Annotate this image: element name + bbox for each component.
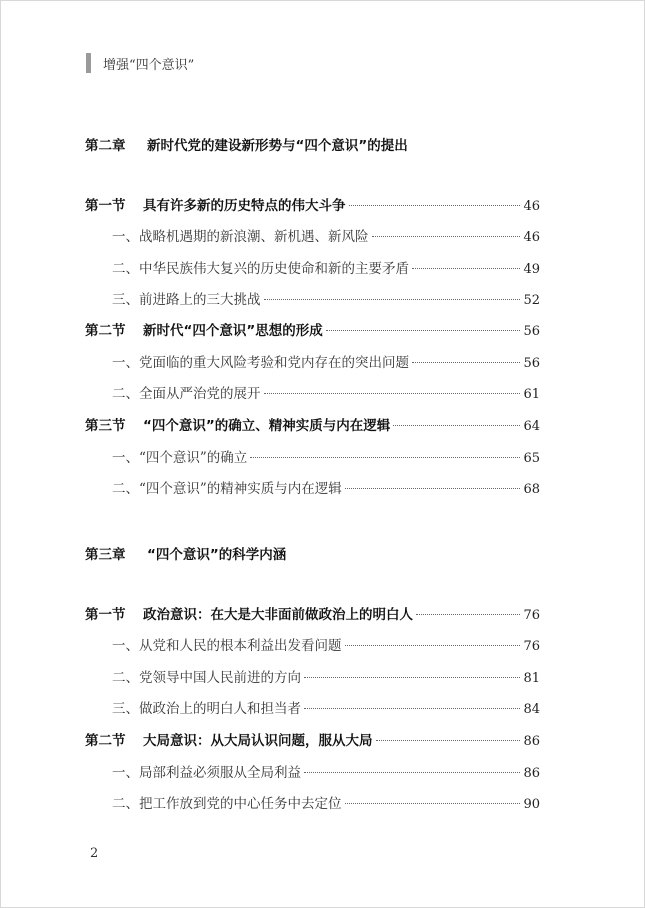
dot-leader — [416, 614, 520, 615]
page-number: 56 — [523, 324, 540, 339]
toc-subsection[interactable] — [112, 288, 540, 308]
dot-leader — [304, 677, 520, 678]
toc-subsection[interactable] — [112, 351, 540, 371]
section-number: 第二节 — [85, 323, 126, 339]
page-number: 76 — [523, 608, 540, 623]
entry-title: 二、党领导中国人民前进的方向 — [112, 670, 301, 686]
dot-leader — [372, 236, 521, 237]
entry-title: 二、中华民族伟大复兴的历史使命和新的主要矛盾 — [112, 261, 409, 277]
page-number: 84 — [523, 702, 540, 717]
section-number: 第二节 — [85, 733, 126, 749]
entry-title: 一、“四个意识”的确立 — [112, 450, 248, 466]
dot-leader — [349, 205, 521, 206]
running-header — [86, 52, 194, 74]
chapter-number: 第二章 — [85, 138, 126, 154]
entry-title: 三、前进路上的三大挑战 — [112, 292, 261, 308]
dot-leader — [326, 330, 521, 331]
toc-subsection[interactable] — [112, 477, 540, 497]
dot-leader — [264, 299, 521, 300]
page-number: 86 — [523, 766, 540, 781]
page-number: 81 — [523, 671, 540, 686]
header-bar — [86, 53, 91, 73]
entry-title: 政治意识：在大是大非面前做政治上的明白人 — [143, 607, 413, 623]
entry-title: 二、把工作放到党的中心任务中去定位 — [112, 796, 342, 812]
page-number: 46 — [523, 230, 540, 245]
dot-leader — [264, 393, 521, 394]
entry-title: 新时代“四个意识”思想的形成 — [143, 323, 323, 339]
page-number: 68 — [523, 482, 540, 497]
entry-title: 大局意识：从大局认识问题，服从大局 — [143, 733, 373, 749]
dot-leader — [304, 708, 520, 709]
toc-section[interactable] — [85, 729, 540, 749]
page-number: 90 — [523, 797, 540, 812]
toc-subsection[interactable] — [112, 761, 540, 781]
toc-subsection[interactable] — [112, 792, 540, 812]
dot-leader — [304, 772, 520, 773]
folio-page-number: 2 — [90, 846, 99, 861]
chapter-heading — [85, 134, 408, 154]
dot-leader — [412, 362, 520, 363]
page-number: 64 — [523, 419, 540, 434]
section-number: 第三节 — [85, 418, 126, 434]
page-number: 61 — [523, 387, 540, 402]
toc-subsection[interactable] — [112, 257, 540, 277]
entry-title: 一、战略机遇期的新浪潮、新机遇、新风险 — [112, 229, 369, 245]
dot-leader — [345, 803, 521, 804]
toc-section[interactable] — [85, 319, 540, 339]
toc-section[interactable] — [85, 194, 540, 214]
entry-title: 三、做政治上的明白人和担当者 — [112, 701, 301, 717]
page-number: 76 — [523, 639, 540, 654]
dot-leader — [250, 457, 520, 458]
chapter-title: “四个意识”的科学内涵 — [147, 547, 287, 563]
toc-subsection[interactable] — [112, 382, 540, 402]
dot-leader — [345, 645, 521, 646]
dot-leader — [376, 740, 521, 741]
toc-subsection[interactable] — [112, 446, 540, 466]
toc-section[interactable] — [85, 603, 540, 623]
entry-title: 二、“四个意识”的精神实质与内在逻辑 — [112, 481, 342, 497]
entry-title: 一、局部利益必须服从全局利益 — [112, 765, 301, 781]
page-number: 46 — [523, 199, 540, 214]
page-number: 52 — [523, 293, 540, 308]
toc-subsection[interactable] — [112, 666, 540, 686]
section-number: 第一节 — [85, 607, 126, 623]
entry-title: “四个意识”的确立、精神实质与内在逻辑 — [143, 418, 391, 434]
dot-leader — [412, 268, 520, 269]
page-number: 65 — [523, 451, 540, 466]
page-number: 49 — [523, 262, 540, 277]
entry-title: 具有许多新的历史特点的伟大斗争 — [143, 198, 346, 214]
toc-subsection[interactable] — [112, 225, 540, 245]
page-number: 86 — [523, 734, 540, 749]
section-number: 第一节 — [85, 198, 126, 214]
entry-title: 二、全面从严治党的展开 — [112, 386, 261, 402]
chapter-title: 新时代党的建设新形势与“四个意识”的提出 — [147, 138, 408, 154]
page-number: 56 — [523, 356, 540, 371]
toc-subsection[interactable] — [112, 697, 540, 717]
dot-leader — [393, 425, 520, 426]
chapter-heading — [85, 543, 286, 563]
entry-title: 一、从党和人民的根本利益出发看问题 — [112, 638, 342, 654]
entry-title: 一、党面临的重大风险考验和党内存在的突出问题 — [112, 355, 409, 371]
header-title: 增强“四个意识” — [103, 57, 195, 73]
toc-section[interactable] — [85, 414, 540, 434]
chapter-number: 第三章 — [85, 547, 126, 563]
dot-leader — [345, 488, 521, 489]
toc-subsection[interactable] — [112, 634, 540, 654]
